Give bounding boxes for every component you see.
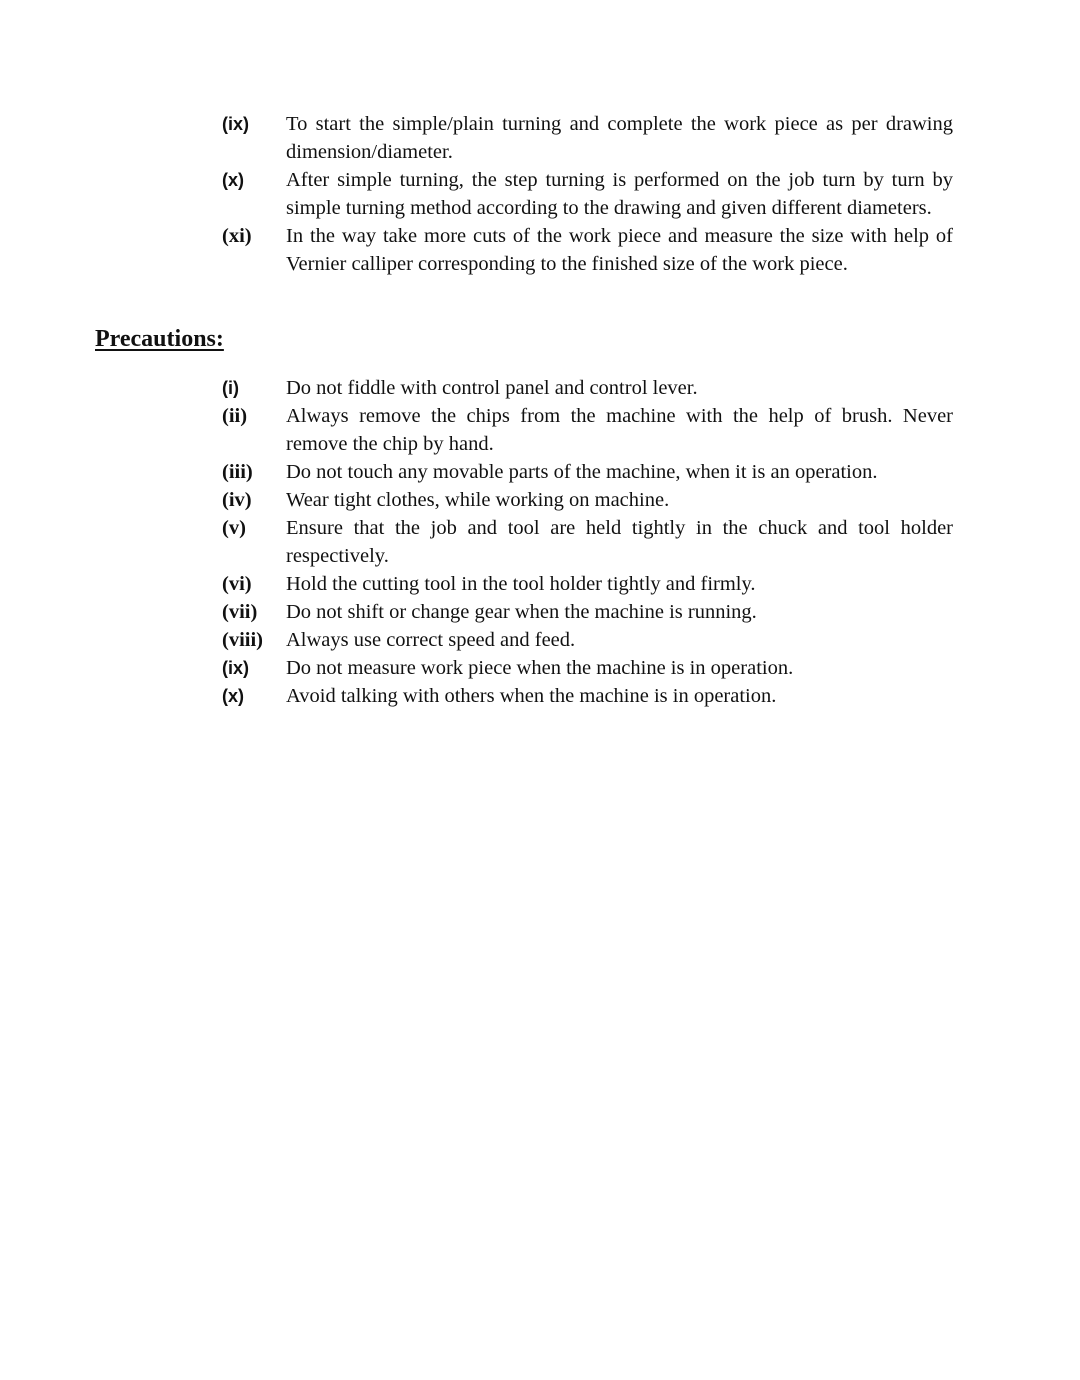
precaution-number: (i) [222, 378, 239, 398]
precaution-item [222, 486, 953, 514]
precaution-number: (v) [222, 517, 246, 539]
precaution-item [222, 514, 953, 570]
precaution-item [222, 458, 953, 486]
step-number: (xi) [222, 225, 252, 247]
procedure-step [222, 222, 953, 278]
precaution-item [222, 402, 953, 458]
precautions-list [222, 374, 953, 710]
precaution-item [222, 626, 953, 654]
precaution-number: (x) [222, 686, 244, 706]
procedure-step [222, 110, 953, 166]
precaution-number: (vii) [222, 601, 258, 623]
precaution-number: (ii) [222, 405, 248, 427]
procedure-step [222, 166, 953, 222]
procedure-steps-list [222, 110, 953, 278]
precaution-number: (iii) [222, 461, 253, 483]
precaution-text: Do not measure work piece when the machine is in operation. [286, 657, 794, 679]
step-text: After simple turning, the step turning is performed on the job turn by turn by simple turning method according to the drawing and given different diameters. [286, 169, 953, 219]
precaution-number: (ix) [222, 658, 249, 678]
precaution-text: Avoid talking with others when the machine is in operation. [286, 685, 777, 707]
precaution-text: Ensure that the job and tool are held tightly in the chuck and tool holder respectively. [286, 517, 953, 567]
step-number: (ix) [222, 114, 249, 134]
precaution-text: Do not fiddle with control panel and control lever. [286, 377, 698, 399]
step-number: (x) [222, 170, 244, 190]
precaution-item [222, 570, 953, 598]
precaution-text: Do not touch any movable parts of the machine, when it is an operation. [286, 461, 878, 483]
precaution-text: Always remove the chips from the machine with the help of brush. Never remove the chip by hand. [286, 405, 953, 455]
step-text: In the way take more cuts of the work piece and measure the size with help of Vernier calliper corresponding to the finished size of the work piece. [286, 225, 953, 275]
precaution-item [222, 598, 953, 626]
precaution-item [222, 654, 953, 682]
precaution-number: (iv) [222, 489, 252, 511]
precaution-number: (viii) [222, 629, 263, 651]
precaution-text: Hold the cutting tool in the tool holder tightly and firmly. [286, 573, 756, 595]
precaution-item [222, 682, 953, 710]
step-text: To start the simple/plain turning and complete the work piece as per drawing dimension/diameter. [286, 113, 953, 163]
precautions-heading: Precautions: [95, 326, 224, 352]
precaution-text: Always use correct speed and feed. [286, 629, 576, 651]
precaution-text: Do not shift or change gear when the machine is running. [286, 601, 757, 623]
precaution-item [222, 374, 953, 402]
precaution-text: Wear tight clothes, while working on machine. [286, 489, 670, 511]
precaution-number: (vi) [222, 573, 252, 595]
